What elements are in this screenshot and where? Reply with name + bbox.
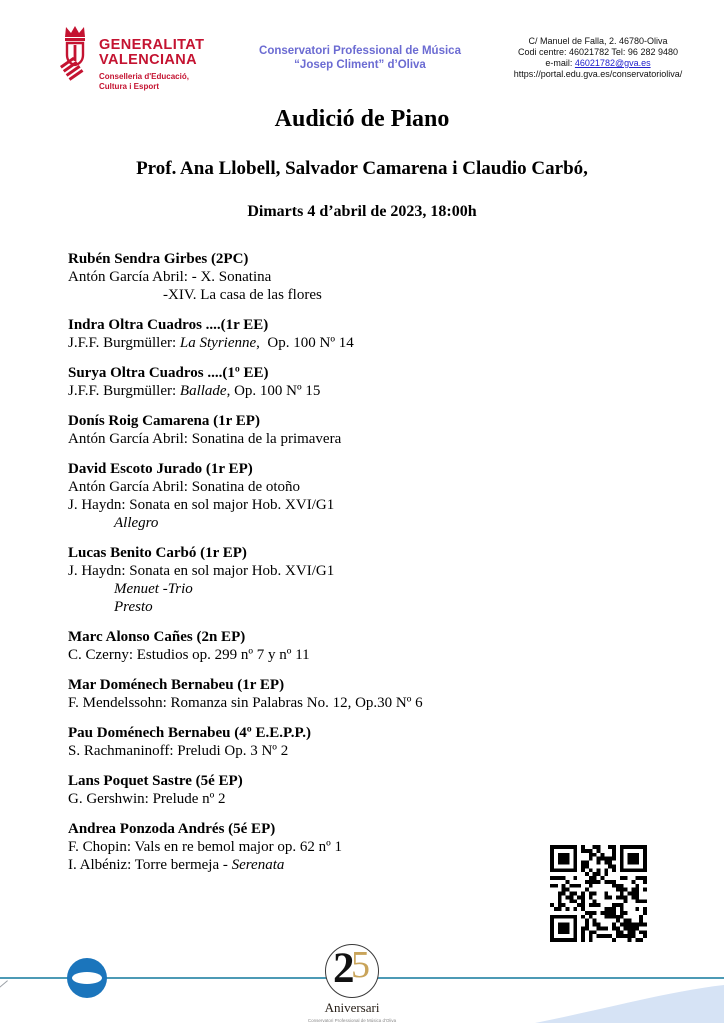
- generalitat-logo: [58, 26, 204, 95]
- student-name: Marc Alonso Cañes (2n EP): [68, 629, 246, 645]
- program-list: [68, 250, 538, 886]
- repertoire-line: S. Rachmaninoff: Preludi Op. 3 Nº 2: [68, 743, 289, 759]
- program-entry: [68, 724, 538, 760]
- repertoire-line: Antón García Abril: Sonatina de la primavera: [68, 431, 342, 447]
- repertoire-line: J. Haydn: Sonata en sol major Hob. XVI/G1: [68, 497, 335, 513]
- program-entry: [68, 364, 538, 400]
- repertoire-line: F. Chopin: Vals en re bemol major op. 62 nº 1: [68, 839, 342, 855]
- program-entry: [68, 460, 538, 532]
- dept-line1: Conselleria d'Educació,: [99, 72, 189, 81]
- school-name-line2: “Josep Climent” d’Oliva: [294, 59, 426, 71]
- contact-website: https://portal.edu.gva.es/conservatorioliva/: [513, 69, 683, 79]
- repertoire-line: C. Czerny: Estudios op. 299 nº 7 y nº 11: [68, 647, 310, 663]
- program-entry: [68, 820, 538, 874]
- org-name-line2: VALENCIANA: [99, 52, 197, 68]
- anniversary-tagline: Conservatori Professional de Música d'Oliva: [307, 1018, 397, 1023]
- student-name: Donís Roig Camarena (1r EP): [68, 413, 260, 429]
- student-name: Pau Doménech Bernabeu (4º E.E.P.P.): [68, 725, 312, 741]
- anniversary-digit-5: 5: [351, 944, 370, 986]
- repertoire-line: G. Gershwin: Prelude nº 2: [68, 791, 226, 807]
- student-name: Mar Doménech Bernabeu (1r EP): [68, 677, 285, 693]
- qr-code: [550, 845, 647, 942]
- contact-address: C/ Manuel de Falla, 2. 46780-Oliva: [528, 36, 668, 46]
- program-entry: [68, 544, 538, 616]
- repertoire-line: Presto: [114, 599, 153, 615]
- program-entry: [68, 676, 538, 712]
- repertoire-line: J. Haydn: Sonata en sol major Hob. XVI/G1: [68, 563, 335, 579]
- page-title: Audició de Piano: [274, 106, 450, 132]
- student-name: Lucas Benito Carbó (1r EP): [68, 545, 247, 561]
- bottom-wave-decoration: [0, 978, 724, 1023]
- email-link[interactable]: 46021782@gva.es: [574, 58, 651, 68]
- repertoire-line: Menuet -Trio: [114, 581, 193, 597]
- program-entry: [68, 412, 538, 448]
- student-name: Surya Oltra Cuadros ....(1º EE): [68, 365, 269, 381]
- student-name: David Escoto Jurado (1r EP): [68, 461, 253, 477]
- anniversary-label: Aniversari: [324, 1000, 380, 1015]
- email-label: e-mail:: [545, 58, 575, 68]
- repertoire-line: Antón García Abril: Sonatina de otoño: [68, 479, 301, 495]
- repertoire-line: Allegro: [114, 515, 159, 531]
- repertoire-line: I. Albéniz: Torre bermeja - Serenata: [68, 857, 285, 873]
- program-entry: [68, 250, 538, 304]
- org-name-line1: GENERALITAT: [99, 37, 205, 53]
- repertoire-line: Antón García Abril: - X. Sonatina: [68, 269, 272, 285]
- dept-line2: Cultura i Esport: [99, 82, 160, 91]
- event-datetime: Dimarts 4 d’abril de 2023, 18:00h: [247, 203, 477, 220]
- repertoire-line: F. Mendelssohn: Romanza sin Palabras No. 12, Op.30 Nº 6: [68, 695, 423, 711]
- contact-info: [478, 36, 718, 80]
- repertoire-line: J.F.F. Burgmüller: Ballade, Op. 100 Nº 15: [68, 383, 321, 399]
- program-entry: [68, 628, 538, 664]
- student-name: Rubén Sendra Girbes (2PC): [68, 251, 249, 267]
- school-name: [240, 44, 480, 72]
- contact-code-tel: Codi centre: 46021782 Tel: 96 282 9480: [518, 47, 678, 57]
- contact-email-line: [478, 58, 718, 69]
- gva-emblem-icon: [58, 26, 92, 95]
- anniversary-digit-2: 2: [333, 945, 355, 992]
- professors-line: Prof. Ana Llobell, Salvador Camarena i Claudio Carbó,: [136, 158, 588, 179]
- repertoire-line: J.F.F. Burgmüller: La Styrienne, Op. 100 Nº 14: [68, 335, 354, 351]
- school-name-line1: Conservatori Professional de Música: [259, 45, 461, 57]
- student-name: Lans Poquet Sastre (5é EP): [68, 773, 243, 789]
- program-entry: [68, 772, 538, 808]
- student-name: Indra Oltra Cuadros ....(1r EE): [68, 317, 269, 333]
- student-name: Andrea Ponzoda Andrés (5é EP): [68, 821, 276, 837]
- repertoire-line: -XIV. La casa de las flores: [163, 287, 322, 303]
- program-entry: [68, 316, 538, 352]
